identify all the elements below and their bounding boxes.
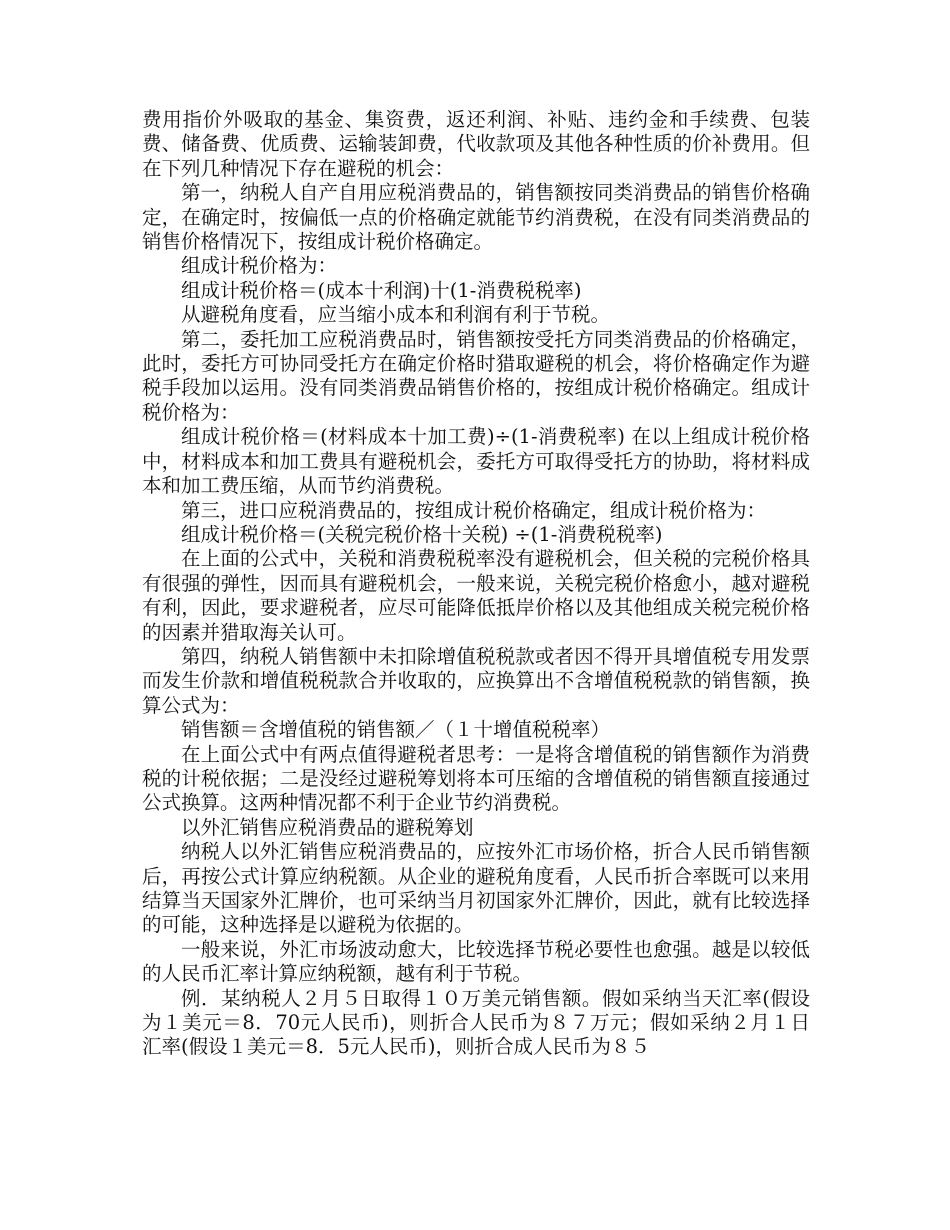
formula: 销售额＝含增值税的销售额／（１十增值税税率） (181, 718, 611, 742)
section-heading: 以外汇销售应税消费品的避税筹划 (181, 815, 474, 839)
paragraph: 纳税人以外汇销售应税消费品的，应按外汇市场价格，折合人民币销售额后，再按公式计算应纳税额。从企业的避税角度看，人民币折合率既可以来用结算当天国家外汇牌价，也可采纳当月初国家外汇牌价，因此，就有比较选择的可能，这种选择是以避税为依据的。 (142, 840, 810, 937)
paragraph: 从避税角度看，应当缩小成本和利润有利于节税。 (181, 303, 611, 327)
paragraph: 组成计税价格为： (181, 254, 338, 278)
paragraph: 一般来说，外汇市场波动愈大，比较选择节税必要性也愈强。越是以较低的人民币汇率计算应纳税额，越有利于节税。 (142, 937, 810, 986)
paragraph: 例．某纳税人２月５日取得１０万美元销售额。假如采纳当天汇率(假设为１美元＝8．70元人民币)，则折合人民币为８７万元；假如采纳２月１日汇率(假设１美元＝8．5元人民币)，则折合成人民币为８５ (142, 986, 810, 1059)
paragraph: 组成计税价格＝(材料成本十加工费)÷(1-消费税率) 在以上组成计税价格中，材料成本和加工费具有避税机会，委托方可取得受托方的协助，将材料成本和加工费压缩，从而节约消费税。 (142, 425, 810, 498)
paragraph: 在上面公式中有两点值得避税者思考：一是将含增值税的销售额作为消费税的计税依据；二是没经过避税筹划将本可压缩的含增值税的销售额直接通过公式换算。这两种情况都不利于企业节约消费税。 (142, 742, 810, 815)
paragraph: 第四，纳税人销售额中未扣除增值税税款或者因不得开具增值税专用发票而发生价款和增值税税款合并收取的，应换算出不含增值税税款的销售额，换算公式为： (142, 644, 810, 717)
document-page (142, 108, 810, 1060)
formula: 组成计税价格＝(成本十利润)十(1-消费税税率) (181, 278, 582, 302)
paragraph: 在上面的公式中，关税和消费税税率没有避税机会，但关税的完税价格具有很强的弹性，因而具有避税机会，一般来说，关税完税价格愈小，越对避税有利，因此，要求避税者，应尽可能降低抵岸价格以及其他组成关税完税价格的因素并猎取海关认可。 (142, 547, 810, 644)
paragraph: 第三，进口应税消费品的，按组成计税价格确定，组成计税价格为： (181, 498, 767, 522)
paragraph: 第二，委托加工应税消费品时，销售额按受托方同类消费品的价格确定，此时，委托方可协同受托方在确定价格时猎取避税的机会，将价格确定作为避税手段加以运用。没有同类消费品销售价格的，按组成计税价格确定。组成计税价格为： (142, 327, 810, 424)
formula: 组成计税价格＝(关税完税价格十关税) ÷(1-消费税税率) (181, 522, 663, 546)
paragraph: 第一，纳税人自产自用应税消费品的，销售额按同类消费品的销售价格确定，在确定时，按偏低一点的价格确定就能节约消费税，在没有同类消费品的销售价格情况下，按组成计税价格确定。 (142, 181, 810, 254)
paragraph: 费用指价外吸取的基金、集资费，返还利润、补贴、违约金和手续费、包装费、储备费、优质费、运输装卸费，代收款项及其他各种性质的价补费用。但在下列几种情况下存在避税的机会： (142, 108, 810, 180)
